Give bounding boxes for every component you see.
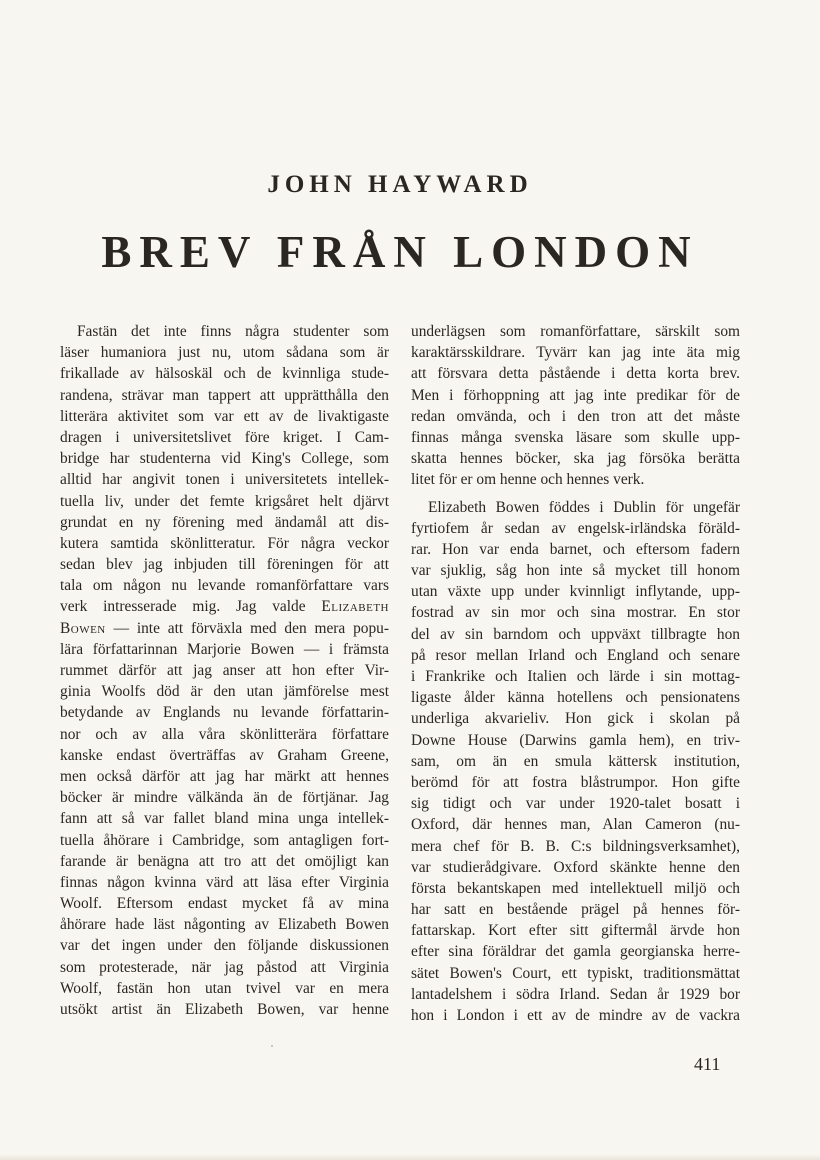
- text-line: berömd för att fostra blåstrumpor. Hon gifte: [411, 773, 740, 791]
- text-line: fann att så var fallet bland mina unga intellek-: [60, 810, 389, 828]
- text-line: litet för er om henne och hennes verk.: [411, 471, 645, 489]
- text-line: Downe House (Darwins gamla hem), en triv-: [411, 731, 740, 749]
- left-column: [60, 321, 389, 1020]
- text-line: Elizabeth Bowen föddes i Dublin för ungefär: [428, 498, 740, 516]
- text-line: verk intresserade mig. Jag valde Elizabeth: [60, 598, 389, 616]
- text-line: läser humaniora just nu, utom sådana som är: [60, 344, 389, 362]
- text-line: alltid har angivit tonen i universitetets intellek-: [60, 471, 389, 489]
- text-line: Fastän det inte finns några studenter som: [77, 323, 389, 340]
- text-line: men också därför att jag har märkt att hennes: [60, 767, 389, 785]
- text-line: böcker är mindre välkända än de förtjänar. Jag: [60, 789, 389, 807]
- text-line: litterära aktivitet som var ett av de livaktigaste: [60, 407, 389, 425]
- text-line: karaktärsskildrare. Tyvärr kan jag inte äta mig: [411, 344, 740, 362]
- text-line: finnas någon kvinna värd att läsa efter Virginia: [60, 873, 389, 891]
- text-line: sam, om än en smula kättersk institution,: [411, 752, 740, 770]
- text-line: ginia Woolfs död är den utan jämförelse mest: [60, 683, 389, 701]
- text-line: var det ingen under den följande diskussionen: [60, 937, 389, 955]
- text-line: på resor mellan Irland och England och senare: [411, 646, 740, 664]
- text-line: att försvara detta påstående i detta korta brev.: [411, 365, 740, 383]
- text-line: del av sin barndom och uppväxt tillbragte hon: [411, 625, 740, 643]
- text-line: fyrtiofem år sedan av engelsk-irländska föräld-: [411, 519, 740, 537]
- text-line: underlägsen som romanförfattare, särskilt som: [411, 323, 740, 340]
- text-line: bridge har studenterna vid King's College, som: [60, 450, 389, 468]
- text-line: sig tidigt och var under 1920-talet bosatt i: [411, 795, 740, 813]
- text-line: skatta hennes böcker, ska jag försöka berätta: [411, 450, 740, 468]
- text-line: fostrad av sin mor och sina mostrar. En stor: [411, 604, 740, 622]
- text-line: underliga akvarieliv. Hon gick i skolan på: [411, 710, 740, 728]
- text-line: redan omvända, och i den tron att det måste: [411, 407, 740, 425]
- text-line: i Frankrike och Italien och lärde i sin mottag-: [411, 668, 740, 685]
- text-line: Oxford, där hennes man, Alan Cameron (nu-: [411, 816, 740, 834]
- text-line: farande är benägna att tro att det omöjligt kan: [60, 852, 389, 870]
- text-line: fattarskap. Kort efter sitt giftermål ärvde hon: [411, 922, 740, 940]
- text-line: var studierådgivare. Oxford skänkte henne den: [411, 858, 740, 876]
- text-line: finnas många svenska läsare som skulle upp-: [411, 428, 740, 446]
- page-edge: [0, 1154, 820, 1160]
- text-line: åhörare hade läst någonting av Elizabeth Bowen: [60, 916, 389, 934]
- text-line: hon i London i ett av de mindre av de vackra: [411, 1007, 740, 1024]
- text-line: första bekantskapen med intellektuell miljö och: [411, 879, 740, 897]
- text-line: grundat en ny förening med ändamål att dis-: [60, 513, 389, 531]
- text-line: tuella åhörare i Cambridge, som antagligen fort-: [60, 831, 389, 849]
- text-line: lära författarinnan Marjorie Bowen — i främsta: [60, 640, 389, 658]
- text-line: kanske endast överträffas av Graham Greene,: [60, 746, 389, 764]
- text-line: som protesterade, när jag påstod att Virginia: [60, 958, 389, 976]
- text-line: frikallade av hälsoskäl och de kvinnliga stude-: [60, 365, 389, 383]
- text-line: kutera samtida skönlitteratur. För några veckor: [60, 534, 389, 552]
- text-line: lantadelshem i södra Irland. Sedan år 1929 bor: [411, 985, 740, 1003]
- right-column: [411, 321, 740, 1026]
- text-line: efter sina föräldrar det gamla georgianska herre-: [411, 943, 740, 961]
- text-line: betydande av Englands nu levande författarin-: [60, 704, 389, 722]
- text-line: utan växte upp under kvinnligt inflytande, upp-: [411, 583, 740, 601]
- author-name: JOHN HAYWARD: [267, 171, 533, 198]
- article-title: BREV FRÅN LONDON: [101, 227, 699, 277]
- text-line: var sjuklig, såg hon inte så mycket till honom: [411, 562, 740, 580]
- text-line: Woolf. Eftersom endast mycket få av mina: [60, 895, 389, 913]
- text-line: ligaste ålder känna hotellens och pensionatens: [411, 689, 740, 707]
- text-line: nor och av alla våra skönlitterära författare: [60, 725, 389, 743]
- text-line: dragen i universitetslivet före kriget. I Cam-: [60, 428, 389, 446]
- text-line: sätet Bowen's Court, ett typiskt, traditionsmättat: [411, 964, 740, 982]
- text-line: Woolf, fastän hon utan tvivel var en mera: [60, 979, 389, 997]
- text-line: utsökt artist än Elizabeth Bowen, var henne: [60, 1001, 389, 1018]
- text-line: sedan blev jag inbjuden till föreningen för att: [60, 556, 389, 574]
- text-line: rummet därför att jag anser att hon efter Vir-: [60, 662, 389, 679]
- print-speck: [271, 1045, 273, 1047]
- page-number: 411: [694, 1054, 721, 1074]
- text-line: Men i förhoppning att jag inte predikar för de: [411, 386, 740, 404]
- text-line: rar. Hon var enda barnet, och eftersom fadern: [411, 540, 740, 558]
- text-line: mera chef för B. B. C:s bildningsverksamhet),: [411, 837, 740, 855]
- text-line: tuella liv, under det femte krigsåret helt djärvt: [60, 492, 389, 510]
- text-line: tala om någon nu levande romanförfattare vars: [60, 577, 389, 595]
- text-line: randena, strävar man tappert att upprätthålla den: [60, 386, 389, 404]
- text-line: Bowen — inte att förväxla med den mera popu-: [60, 619, 389, 637]
- text-line: har satt en bestående prägel på hennes för-: [411, 901, 740, 919]
